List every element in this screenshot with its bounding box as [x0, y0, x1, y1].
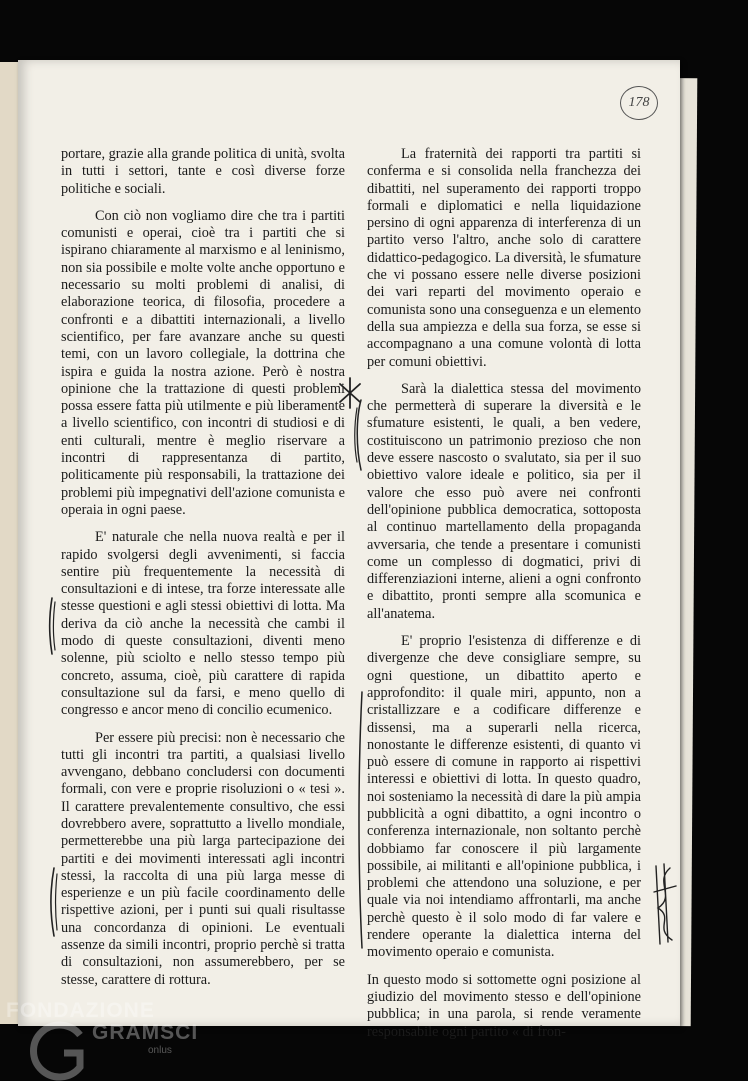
left-paragraph-1: portare, grazie alla grande politica di unità, svolta in tutti i settori, tante e così diverse forze politiche e sociali. — [61, 146, 345, 197]
margin-bracket-left-mid — [46, 596, 58, 656]
right-paragraph-1: La fraternità dei rapporti tra partiti si conferma e si consolida nella franchezza dei dibattiti, nel superamento dei rapporti troppo formali e diplomatici e nella liquidazione persino di ogni apparenza di interferenza di un partito verso l'altro, anche solo di carattere didattico-pedagogico. La diversità, le sfumature che vi possano essere nelle diverse posizioni dei vari reparti del movimento operaio e comunista sono una conseguenza e un elemento della sua ampiezza e della sua forza, se esse si accompagnano a una comune volontà di lotta per comuni obiettivi. — [367, 146, 641, 370]
left-paragraph-2: Con ciò non vogliamo dire che tra i partiti comunisti e operai, cioè tra i partiti che si ispirano chiaramente al marxismo e al leninismo, non sia possibile e molte volte anche opportuno e necessario su molti problemi di analisi, di elaborazione teorica, di filosofia, procedere a confronti e a dibattiti internazionali, a livello scientifico, per fare avanzare anche su questi temi, con un lavoro collegiale, la dottrina che ispira e guida la nostra azione. Però è nostra opinione che la trattazione di questi problemi possa essere fatta più utilmente e più liberamente a livello scientifico, con incontri di studiosi e di enti culturali, mentre è meglio riservare a incontri di rappresentanza di partito, politicamente più responsabili, la trattazione dei problemi più impegnativi dell'azione comunista e operaia in ogni paese. — [61, 207, 345, 518]
left-text-column — [61, 146, 345, 999]
margin-bracket-right-bottom — [354, 690, 366, 950]
left-page-edge — [0, 62, 20, 1024]
watermark-line-3: onlus — [148, 1045, 172, 1056]
right-paragraph-4: In questo modo si sottomette ogni posizione al giudizio del movimento stesso e dell'opinione pubblica; in una parola, si rende veramente responsabile ogni partito « di fron- — [367, 971, 641, 1040]
handwritten-scribble — [650, 862, 678, 948]
right-paragraph-2: Sarà la dialettica stessa del movimento che permetterà di superare la diversità e le sfumature esistenti, le quali, a ben vedere, costituiscono un patrimonio prezioso che non deve essere nascosto o svalutato, sia per il suo obiettivo valore ideale e politico, sia per il valore che esso può avere nei confronti dell'opinione pubblica democratica, sottoposta al continuo martellamento della propaganda avversaria, che tende a presentare i comunisti come un complesso di dogmatici, privi di differenziazioni interne, alieni a ogni confronto e dibattito, pronti sempre alla scomunica e all'anatema. — [367, 380, 641, 622]
archive-watermark — [0, 995, 200, 1080]
margin-bracket-left-bottom — [46, 866, 60, 938]
right-text-column — [367, 146, 641, 1051]
page-number-stamp: 178 — [620, 86, 658, 120]
right-paragraph-3: E' proprio l'esistenza di differenze e di divergenze che deve consigliare sempre, su ogni questione, un dibattito aperto e approfondito: il quale miri, appunto, non a cristallizzare e a codificare differenze e dissensi, ma a superarli nella ricerca, nonostante le differenze esistenti, di quanto vi può essere di comune in rapporto ai rispettivi interessi e obiettivi di lotta. In questo quadro, noi sosteniamo la necessità di dare la più ampia pubblicità a ogni dibattito, a ogni incontro o conferenza internazionale, non soltanto perchè dobbiamo far conoscere il più largamente possibile, ai militanti e all'opinione pubblica, i problemi che attendono una soluzione, e per quale via noi intendiamo affrontarli, ma anche perchè questo è il solo modo di far valere e rendere operante la dialettica interna del movimento operaio e comunista. — [367, 633, 641, 961]
watermark-logo-icon — [28, 1021, 88, 1081]
watermark-line-2: GRAMSCI — [92, 1021, 199, 1044]
left-paragraph-4: Per essere più precisi: non è necessario che tutti gli incontri tra partiti, a qualsiasi livello avvengano, debbano concludersi con documenti formali, con vere e proprie risoluzioni o « tesi ». Il carattere prevalentemente consultivo, che essi dovrebbero avere, soprattutto a livello mondiale, permetterebbe una più larga partecipazione dei partiti e dei movimenti interessati agli incontri stessi, la raccolta di una più larga messe di esperienze e un più facile coordinamento delle rispettive azioni, per i punti sui quali risultasse una concordanza di opinioni. Le eventuali assenze da simili incontri, proprio perchè si tratta di consultazioni, non assumerebbero, per se stesse, carattere di rottura. — [61, 729, 345, 988]
left-paragraph-3: E' naturale che nella nuova realtà e per il rapido svolgersi degli avvenimenti, si faccia sentire più frequentemente la necessità di consultazioni e di intese, tra forze interessate alle stesse questioni e agli stessi obiettivi di lotta. Ma deriva da ciò anche la necessità che cambi il modo di queste consultazioni, diventi meno solenne, più sciolto e nello stesso tempo più concreto, assuma, cioè, più carattere di rapida consultazione sul da farsi, e meno quello di congresso e ancor meno di concilio ecumenico. — [61, 529, 345, 719]
margin-bracket-right-top — [352, 398, 364, 472]
watermark-line-1: FONDAZIONE — [6, 999, 155, 1022]
